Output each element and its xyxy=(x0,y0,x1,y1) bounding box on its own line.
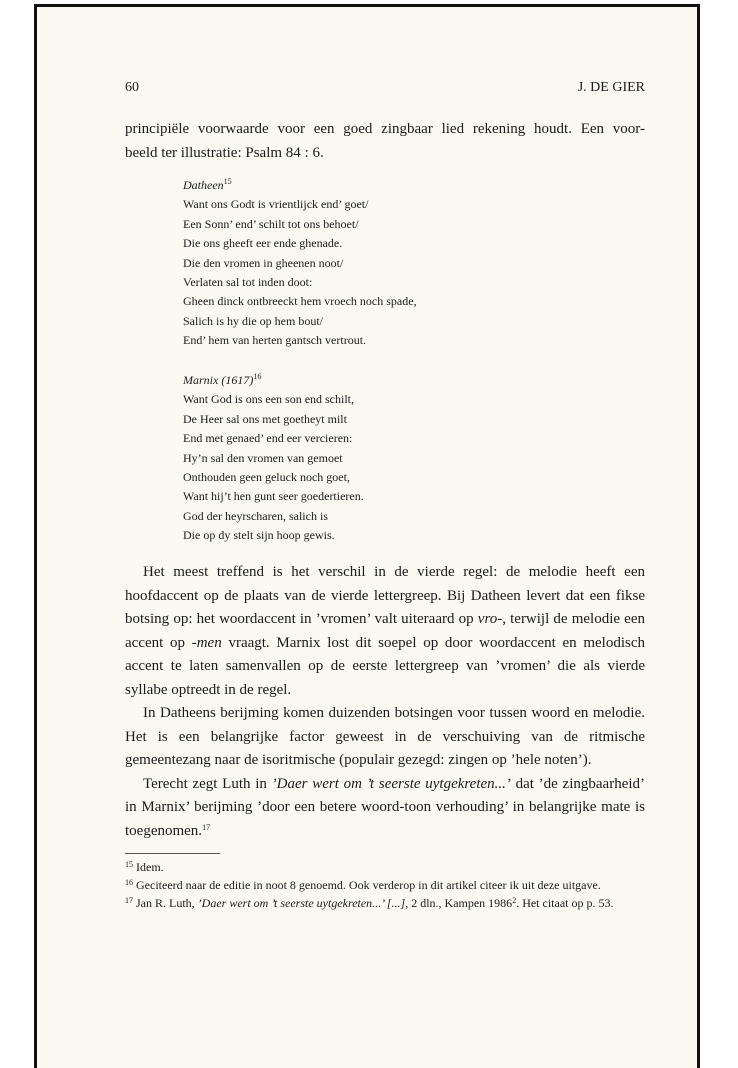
poem-datheen xyxy=(183,176,417,351)
poem-marnix xyxy=(183,371,364,546)
text-run: Terecht zegt Luth in xyxy=(143,775,272,792)
text-run-italic: ’Daer wert om ’t seerste uytgekreten...’ xyxy=(271,775,511,792)
footnote-text: Idem. xyxy=(136,860,164,874)
poem-line: Want hij’t hen gunt seer goedertieren. xyxy=(183,489,364,504)
poem-line: End’ hem van herten gantsch vertrout. xyxy=(183,333,367,348)
footnote-text: Geciteerd naar de editie in noot 8 genoemd. Ook verderop in dit artikel citeer ik uit deze uitgave. xyxy=(136,878,601,892)
text-run-italic: -men xyxy=(191,634,222,651)
footnote-text: . Het citaat op p. 53. xyxy=(516,896,614,910)
poem-line: Onthouden geen geluck noch goet, xyxy=(183,470,350,485)
footnote-15 xyxy=(125,859,645,876)
paragraph xyxy=(125,773,645,844)
poem-title-text: Marnix (1617) xyxy=(183,373,254,387)
poem-line: Gheen dinck ontbreeckt hem vroech noch spade, xyxy=(183,294,417,309)
main-text xyxy=(125,561,645,843)
poem-line: Hy’n sal den vromen van gemoet xyxy=(183,450,343,465)
poem-line: God der heyrscharen, salich is xyxy=(183,508,328,523)
footnote-text-italic: ’Daer wert om ’t seerste uytgekreten...’ [...] xyxy=(197,896,406,910)
footnote-ref: 16 xyxy=(253,372,262,381)
edition-superscript: 2 xyxy=(512,896,517,905)
poem-title xyxy=(183,371,364,390)
text-run: , terwijl de melodie een accent op xyxy=(125,611,646,651)
intro-line: principiële voorwaarde voor een goed zingbaar lied rekening houdt. Een voor- xyxy=(125,121,645,137)
footnotes xyxy=(125,859,645,913)
text-run: Het meest treffend is het verschil in de vierde regel: de melodie heeft een hoofdaccent op de plaats van de vierde lettergreep. Bij Datheen levert dat een fikse botsing op: het woordaccent in ’vromen’ valt uiteraard op xyxy=(125,564,645,627)
running-author: J. DE GIER xyxy=(577,80,645,95)
paragraph xyxy=(125,561,645,702)
footnote-text: , 2 dln., Kampen 1986 xyxy=(405,896,513,910)
footnote-ref: 15 xyxy=(223,177,232,186)
intro-paragraph xyxy=(125,118,645,165)
footnote-16 xyxy=(125,877,645,894)
poem-line: Salich is hy die op hem bout/ xyxy=(183,313,323,328)
poem-line: De Heer sal ons met goetheyt milt xyxy=(183,411,347,426)
poem-title xyxy=(183,176,417,195)
footnote-17 xyxy=(125,895,645,912)
poem-line: Verlaten sal tot inden doot: xyxy=(183,275,313,290)
poem-title-text: Datheen xyxy=(183,178,224,192)
footnote-number: 15 xyxy=(125,860,133,869)
footnote-text: Jan R. Luth, xyxy=(136,896,198,910)
footnote-number: 16 xyxy=(125,878,133,887)
footnote-number: 17 xyxy=(125,896,133,905)
text-run: dat ’de zingbaarheid’ in Marnix’ berijming ’door een betere woord-toon verhouding’ in belangrijke mate is toegenomen. xyxy=(125,775,646,839)
poem-line: Want God is ons een son end schilt, xyxy=(183,392,355,407)
poem-line: Die ons gheeft eer ende ghenade. xyxy=(183,236,343,251)
paragraph: In Datheens berijming komen duizenden botsingen voor tussen woord en melodie. Het is een belangrijke factor geweest in de verschuiving van de ritmische gemeentezang naar de isoritmische (populair gezegd: zingen op ’hele noten’). xyxy=(125,705,645,768)
poem-line: Die op dy stelt sijn hoop gewis. xyxy=(183,528,335,543)
poem-line: Want ons Godt is vrientlijck end’ goet/ xyxy=(183,197,369,212)
text-run-italic: vro- xyxy=(477,611,503,627)
running-header xyxy=(125,80,645,96)
footnote-ref: 17 xyxy=(202,822,211,832)
poem-line: Die den vromen in gheenen noot/ xyxy=(183,255,344,270)
text-run: vraagt. Marnix lost dit soepel op door woordaccent en melodisch accent te laten samenvallen op de eerste lettergreep van ’vromen’ die als vierde syllabe optreedt in de regel. xyxy=(125,634,645,698)
footnote-divider xyxy=(125,853,220,854)
page-number: 60 xyxy=(125,80,139,95)
poem-line: Een Sonn’ end’ schilt tot ons behoet/ xyxy=(183,216,359,231)
intro-line: beeld ter illustratie: Psalm 84 : 6. xyxy=(125,144,324,161)
poem-line: End met genaed’ end eer vercieren: xyxy=(183,431,353,446)
